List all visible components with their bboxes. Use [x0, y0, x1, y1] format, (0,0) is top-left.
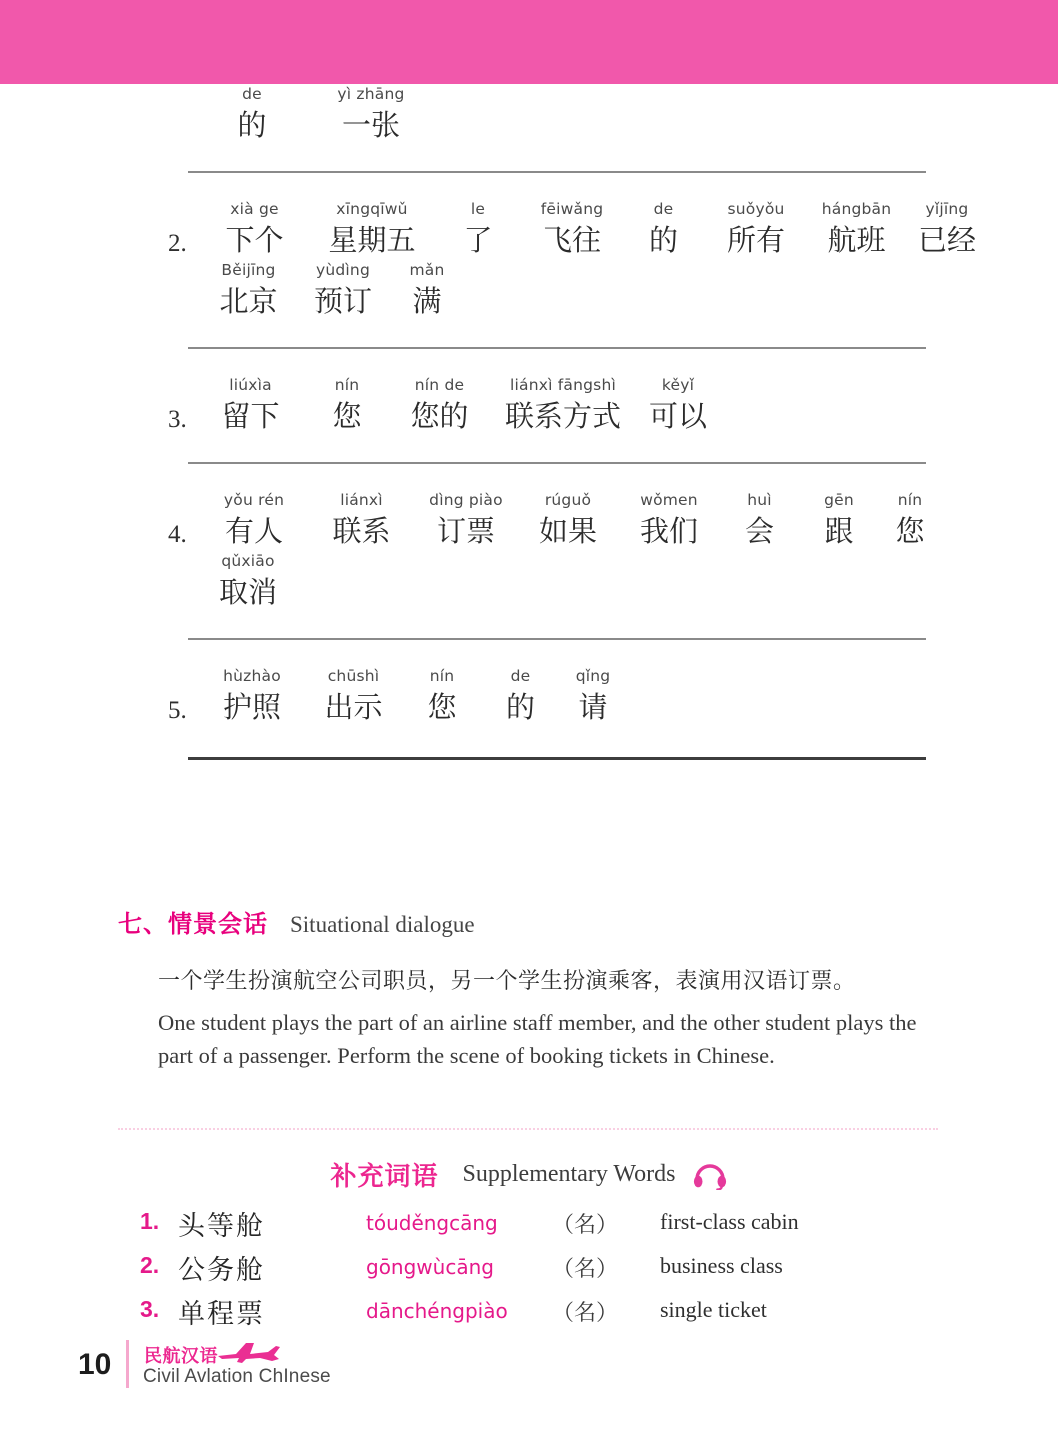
hanzi-text: 会 [744, 514, 774, 548]
exercise-line [168, 375, 928, 436]
pinyin-text: xīngqīwǔ [336, 200, 408, 218]
word-token [706, 199, 806, 260]
vocabulary-english: first-class cabin [660, 1209, 799, 1234]
word-token [198, 199, 311, 260]
pinyin-text: liúxìa [229, 376, 272, 394]
sentence-reordering-exercises [0, 84, 1058, 760]
exercise-number: 4. [168, 521, 187, 548]
pinyin-text: rúguǒ [544, 491, 592, 509]
vocabulary-row [0, 1252, 1058, 1296]
hanzi-text: 北京 [219, 284, 278, 318]
pinyin-text: le [470, 200, 486, 218]
dotted-divider [118, 1128, 938, 1130]
pinyin-text: liánxì [340, 491, 383, 509]
section-title-en: Situational dialogue [290, 912, 475, 937]
hanzi-text: 预订 [313, 284, 372, 318]
word-token [198, 375, 303, 436]
vocabulary-english: single ticket [660, 1297, 767, 1322]
hanzi-text: 已经 [917, 223, 976, 257]
hanzi-text: 了 [463, 223, 493, 257]
pinyin-text: nín de [414, 376, 465, 394]
pinyin-text: nín [334, 376, 360, 394]
hanzi-text: 星期五 [328, 223, 416, 257]
vocabulary-row [0, 1296, 1058, 1340]
pinyin-text: de [653, 200, 674, 218]
pinyin-text: yì zhāng [337, 85, 405, 103]
pinyin-text: liánxì fāngshì [510, 376, 616, 394]
pinyin-text: xià ge [230, 200, 279, 218]
word-token [306, 84, 436, 145]
word-token [488, 375, 638, 436]
exercise-line [168, 551, 928, 612]
hanzi-text: 所有 [726, 223, 785, 257]
word-token [413, 490, 519, 551]
pinyin-text: nín [429, 667, 455, 685]
section-heading-situational-dialogue [118, 904, 475, 939]
word-token [621, 199, 706, 260]
pinyin-text: Běijīng [221, 261, 276, 279]
hanzi-text: 联系方式 [504, 399, 621, 433]
vocabulary-pinyin: tóuděngcāng [366, 1211, 498, 1235]
supplementary-words-list [0, 1208, 1058, 1340]
word-token [311, 199, 433, 260]
hanzi-text: 下个 [225, 223, 284, 257]
hanzi-text: 我们 [639, 514, 698, 548]
page-footer [0, 1340, 1058, 1420]
vocabulary-hanzi: 公务舱 [178, 1255, 265, 1286]
hanzi-text: 订票 [436, 514, 495, 548]
pinyin-text: nín [897, 491, 923, 509]
exercise-5 [0, 666, 1058, 727]
pinyin-text: suǒyǒu [727, 200, 785, 218]
exercise-1 [0, 84, 1058, 145]
vocabulary-english: business class [660, 1253, 783, 1278]
word-token [721, 490, 798, 551]
pinyin-text: yǐjīng [925, 200, 969, 218]
exercise-answer-rule [188, 462, 926, 464]
vocabulary-hanzi: 头等舱 [178, 1211, 265, 1242]
section-number: 七、 [118, 910, 168, 938]
section-title-cn: 情景会话 [168, 910, 268, 938]
word-token [198, 666, 306, 727]
vocabulary-row [0, 1208, 1058, 1252]
word-token [198, 490, 310, 551]
word-token [198, 551, 298, 612]
pinyin-text: qǐng [575, 667, 611, 685]
hanzi-text: 您 [332, 399, 362, 433]
hanzi-text: 您 [427, 690, 457, 724]
vocabulary-number: 3. [140, 1296, 160, 1322]
vocabulary-hanzi: 单程票 [178, 1299, 265, 1330]
pinyin-text: yùdìng [315, 261, 370, 279]
exercise-number: 5. [168, 697, 187, 724]
exercise-number: 2. [168, 230, 187, 257]
supplementary-words-heading [0, 1156, 1058, 1193]
hanzi-text: 航班 [827, 223, 886, 257]
exercise-answer-rule [188, 638, 926, 640]
word-token [519, 490, 617, 551]
word-token [401, 666, 483, 727]
pinyin-text: de [510, 667, 531, 685]
supplementary-title-cn: 补充词语 [330, 1162, 439, 1192]
hanzi-text: 的 [237, 108, 267, 142]
exercise-3 [0, 375, 1058, 436]
exercise-answer-rule [188, 171, 926, 173]
exercise-line [168, 666, 928, 727]
pinyin-text: qǔxiāo [221, 552, 275, 570]
word-token [638, 375, 718, 436]
hanzi-text: 飞往 [542, 223, 601, 257]
exercise-answer-rule [188, 757, 926, 760]
hanzi-text: 取消 [218, 575, 277, 609]
vocabulary-pinyin: dānchéngpiào [366, 1299, 508, 1323]
page-content [0, 84, 1058, 1446]
pinyin-text: mǎn [409, 261, 445, 279]
top-pink-band [0, 0, 1058, 84]
pinyin-text: dìng piào [429, 491, 503, 509]
pinyin-text: gēn [824, 491, 854, 509]
pinyin-text: fēiwǎng [540, 200, 604, 218]
word-token [198, 84, 306, 145]
brand-name-en: Civil Avlation ChInese [143, 1366, 331, 1387]
word-token [299, 260, 387, 321]
brand-name-cn: 民航汉语 [144, 1346, 218, 1367]
pinyin-text: yǒu rén [223, 491, 285, 509]
hanzi-text: 留下 [221, 399, 280, 433]
vocabulary-number: 2. [140, 1252, 160, 1278]
hanzi-text: 跟 [824, 514, 854, 548]
pinyin-text: hùzhào [223, 667, 281, 685]
headphones-icon [693, 1160, 727, 1195]
vocabulary-part-of-speech: （名） [552, 1213, 619, 1238]
exercise-4 [0, 490, 1058, 612]
hanzi-text: 有人 [224, 514, 283, 548]
hanzi-text: 的 [648, 223, 678, 257]
word-token [523, 199, 621, 260]
word-token [617, 490, 721, 551]
hanzi-text: 出示 [324, 690, 383, 724]
hanzi-text: 如果 [538, 514, 597, 548]
vocabulary-part-of-speech: （名） [552, 1301, 619, 1326]
word-token [433, 199, 523, 260]
word-token [310, 490, 413, 551]
pinyin-text: kěyǐ [661, 376, 695, 394]
word-token [806, 199, 907, 260]
pinyin-text: huì [747, 491, 772, 509]
page-number: 10 [78, 1348, 112, 1381]
word-token [907, 199, 987, 260]
hanzi-text: 的 [505, 690, 535, 724]
exercise-line [168, 490, 928, 551]
pinyin-text: de [242, 85, 262, 103]
dialogue-instruction-cn: 一个学生扮演航空公司职员，另一个学生扮演乘客，表演用汉语订票。 [158, 969, 856, 994]
pinyin-text: hángbān [821, 200, 892, 218]
word-token [303, 375, 391, 436]
footer-divider-bar [126, 1340, 129, 1388]
word-token [387, 260, 467, 321]
pinyin-text: chūshì [327, 667, 380, 685]
hanzi-text: 请 [578, 690, 608, 724]
vocabulary-part-of-speech: （名） [552, 1257, 619, 1282]
hanzi-text: 一张 [341, 108, 400, 142]
exercise-line [168, 199, 976, 260]
hanzi-text: 您 [895, 514, 925, 548]
hanzi-text: 可以 [648, 399, 707, 433]
word-token [306, 666, 401, 727]
vocabulary-pinyin: gōngwùcāng [366, 1255, 494, 1279]
exercise-line [168, 84, 928, 145]
word-token [880, 490, 940, 551]
word-token [798, 490, 880, 551]
pinyin-text: wǒmen [640, 491, 698, 509]
supplementary-title-en: Supplementary Words [462, 1161, 676, 1187]
dialogue-instruction-en: One student plays the part of an airline staff member, and the other student plays the part of a passenger. Perform the scene of booking tickets in Chinese. [158, 1010, 917, 1068]
exercise-line [168, 260, 928, 321]
word-token [198, 260, 299, 321]
word-token [483, 666, 558, 727]
word-token [558, 666, 628, 727]
exercise-number: 3. [168, 406, 187, 433]
exercise-2 [0, 199, 1058, 321]
vocabulary-number: 1. [140, 1208, 160, 1234]
hanzi-text: 联系 [332, 514, 391, 548]
hanzi-text: 您的 [410, 399, 469, 433]
hanzi-text: 满 [412, 284, 442, 318]
hanzi-text: 护照 [222, 690, 281, 724]
airplane-icon [216, 1340, 282, 1369]
word-token [391, 375, 488, 436]
exercise-answer-rule [188, 347, 926, 349]
